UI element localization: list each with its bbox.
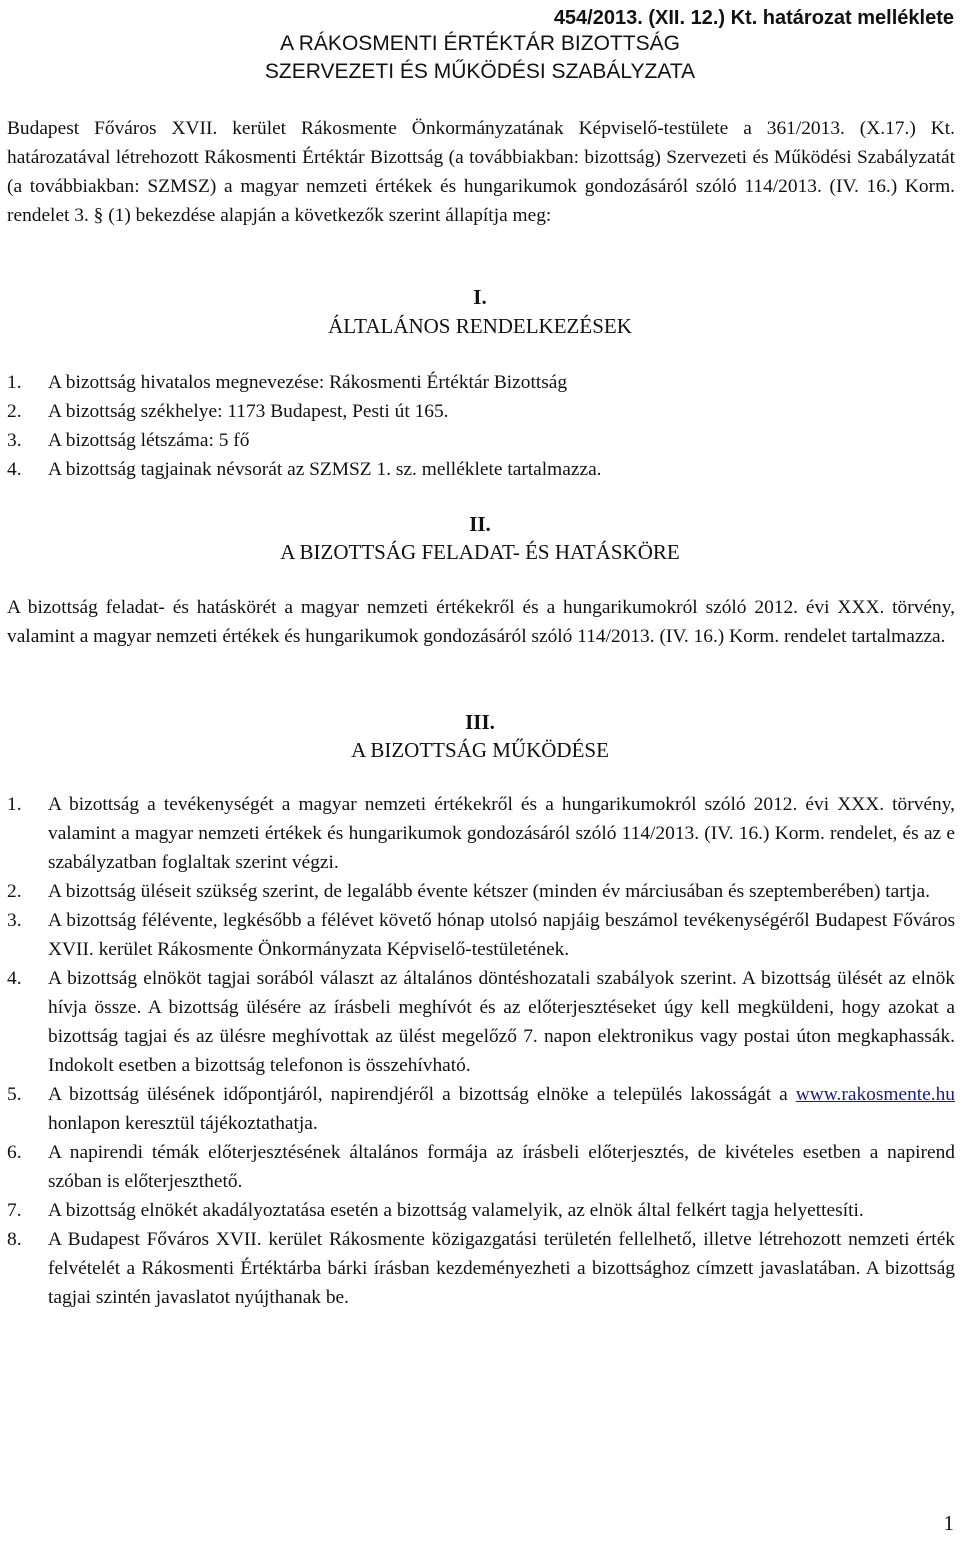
item-text: A bizottság tagjainak névsorát az SZMSZ 1. sz. melléklete tartalmazza. <box>48 459 602 480</box>
document-title-line-1: A RÁKOSMENTI ÉRTÉKTÁR BIZOTTSÁG <box>280 32 680 55</box>
list-item <box>7 1080 955 1138</box>
page-number: 1 <box>943 1511 954 1535</box>
item-number: 1. <box>7 794 22 815</box>
item-number: 5. <box>7 1084 22 1105</box>
document-title-line-2: SZERVEZETI ÉS MŰKÖDÉSI SZABÁLYZATA <box>264 60 696 83</box>
item-number: 3. <box>7 430 22 451</box>
list-item <box>7 397 955 426</box>
item-number: 4. <box>7 968 22 989</box>
item-text-after-link: honlapon keresztül tájékoztathatja. <box>48 1113 318 1134</box>
item-text: A bizottság székhelye: 1173 Budapest, Pesti út 165. <box>48 401 449 422</box>
list-item <box>7 1196 955 1225</box>
section-3-heading: A BIZOTTSÁG MŰKÖDÉSE <box>351 738 609 762</box>
item-number: 7. <box>7 1200 22 1221</box>
item-number: 4. <box>7 459 22 480</box>
item-text: A bizottság hivatalos megnevezése: Rákosmenti Értéktár Bizottság <box>48 372 568 393</box>
section-3-list <box>7 790 955 1312</box>
item-text: A napirendi témák előterjesztésének általános formája az írásbeli előterjesztés, de kivételes esetben a napirend szóban is előterjeszthető. <box>48 1142 955 1192</box>
item-text-before-link: A bizottság ülésének időpontjáról, napirendjéről a bizottság elnöke a település lakosságát a <box>48 1084 796 1105</box>
list-item <box>7 877 955 906</box>
item-number: 1. <box>7 372 22 393</box>
intro-paragraph: Budapest Főváros XVII. kerület Rákosmente Önkormányzatának Képviselő-testülete a 361/2013. (X.17.) Kt. határozatával létrehozott Rákosmenti Értéktár Bizottság (a továbbiakban: bizottság) Szervezeti és Működési Szabályzatát (a továbbiakban: SZMSZ) a magyar nemzeti értékek és hungarikumok gondozásáról szóló 114/2013. (IV. 16.) Korm. rendelet 3. § (1) bekezdése alapján a következők szerint állapítja meg: <box>7 118 955 226</box>
list-item <box>7 964 955 1080</box>
item-text: A bizottság félévente, legkésőbb a félévet követő hónap utolsó napjáig beszámol tevékenységéről Budapest Főváros XVII. kerület Rákosmente Önkormányzata Képviselő-testületének. <box>48 910 955 960</box>
resolution-reference: 454/2013. (XII. 12.) Kt. határozat melléklete <box>553 7 954 29</box>
list-item <box>7 368 955 397</box>
item-number: 8. <box>7 1229 22 1250</box>
item-number: 3. <box>7 910 22 931</box>
item-text: A bizottság elnökét akadályoztatása esetén a bizottság valamelyik, az elnök által felkért tagja helyettesíti. <box>48 1200 864 1221</box>
section-1-heading: ÁLTALÁNOS RENDELKEZÉSEK <box>328 314 632 338</box>
list-item <box>7 906 955 964</box>
rakosmente-website-link[interactable]: www.rakosmente.hu <box>795 1084 955 1105</box>
item-text: A bizottság létszáma: 5 fő <box>48 430 250 451</box>
section-1-list <box>7 368 955 484</box>
item-number: 2. <box>7 401 22 422</box>
item-text: A bizottság üléseit szükség szerint, de legalább évente kétszer (minden év márciusában és szeptemberében) tartja. <box>48 881 930 902</box>
item-text: A bizottság a tevékenységét a magyar nemzeti értékekről és a hungarikumokról szóló 2012. évi XXX. törvény, valamint a magyar nemzeti értékek és hungarikumok gondozásáról szóló 114/2013. (IV. 16.) Korm. rendelet, és az e szabályzatban foglaltak szerint végzi. <box>48 794 955 873</box>
section-2-paragraph: A bizottság feladat- és hatáskörét a magyar nemzeti értékekről és a hungarikumokról szóló 2012. évi XXX. törvény, valamint a magyar nemzeti értékek és hungarikumok gondozásáról szóló 114/2013. (IV. 16.) Korm. rendelet tartalmazza. <box>7 597 955 647</box>
item-number: 6. <box>7 1142 22 1163</box>
list-item <box>7 426 955 455</box>
list-item <box>7 455 955 484</box>
item-text: A bizottság elnököt tagjai sorából választ az általános döntéshozatali szabályok szerint. A bizottság ülését az elnök hívja össze. A bizottság ülésére az írásbeli meghívót és az előterjesztéseket úgy kell megküldeni, hogy azokat a bizottság tagjai és az ülésre meghívottak az ülést megelőző 7. napon elektronikus vagy postai úton megkaphassák. Indokolt esetben a bizottság telefonon is összehívható. <box>48 968 955 1076</box>
section-3-numeral: III. <box>465 710 495 734</box>
section-1-numeral: I. <box>473 285 487 309</box>
section-2-heading: A BIZOTTSÁG FELADAT- ÉS HATÁSKÖRE <box>280 540 680 564</box>
item-number: 2. <box>7 881 22 902</box>
list-item <box>7 1138 955 1196</box>
section-2-numeral: II. <box>469 512 491 536</box>
list-item <box>7 1225 955 1312</box>
item-text: A Budapest Főváros XVII. kerület Rákosmente közigazgatási területén fellelhető, illetve létrehozott nemzeti érték felvételét a Rákosmenti Értéktárba bárki írásban kezdeményezheti a bizottsághoz címzett javaslatában. A bizottság tagjai szintén javaslatot nyújthanak be. <box>48 1229 955 1308</box>
list-item <box>7 790 955 877</box>
